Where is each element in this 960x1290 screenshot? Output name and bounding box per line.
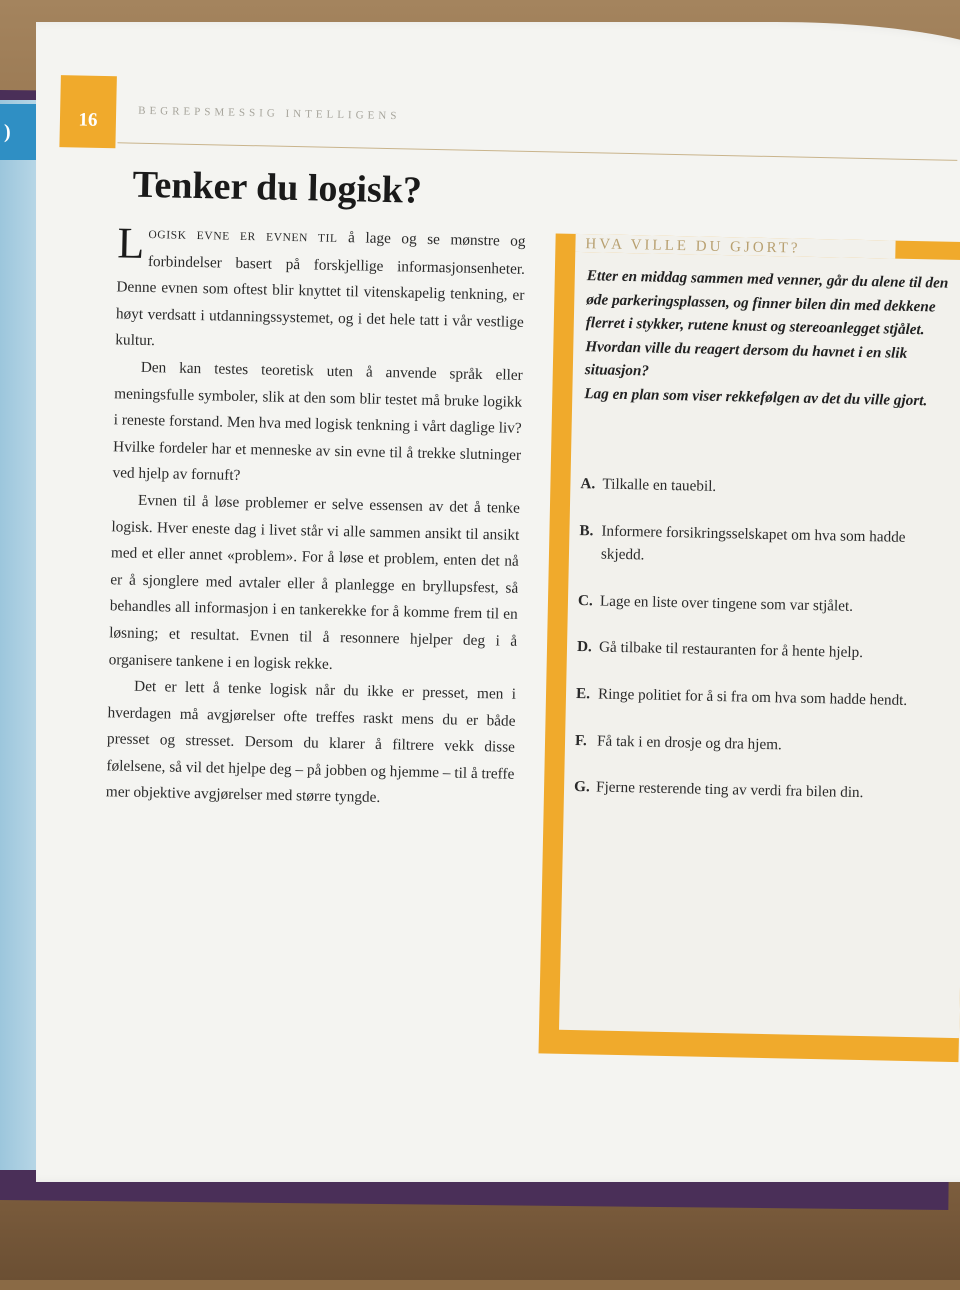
- header-rule: [117, 142, 957, 161]
- option-item: [578, 589, 948, 620]
- lead-paragraph: [115, 220, 526, 362]
- option-text: Få tak i en drosje og dra hjem.: [596, 732, 782, 753]
- option-text: Tilkalle en tauebil.: [602, 475, 717, 495]
- body-paragraph: Den kan testes teoretisk uten å anvende språk eller meningsfulle symboler, slik at den som blir testet må bruke logikk i reneste forstand. Men hva med logisk tenkning i vårt daglige liv? Hvilke fordeler har et menneske av sin evne til å trekke slutninger ved hjelp av fornuft?: [112, 358, 523, 485]
- option-letter: C.: [577, 591, 593, 610]
- drop-cap: L: [116, 218, 145, 268]
- option-letter: F.: [574, 731, 587, 749]
- option-letter: D.: [576, 638, 592, 656]
- option-text: Informere forsikringsselskapet om hva som hadde skjedd.: [600, 522, 906, 564]
- sidebar-scenario: [584, 264, 953, 413]
- sidebar-heading: HVA VILLE DU GJORT?: [575, 234, 895, 259]
- option-item: [576, 682, 946, 713]
- option-letter: G.: [573, 778, 590, 796]
- option-list: [573, 472, 950, 829]
- option-item: [575, 729, 945, 760]
- option-text: Lage en liste over tingene som var stjålet.: [599, 592, 854, 615]
- article-body: [106, 220, 526, 814]
- lead-text: å lage og se mønstre og forbindelser basert på forskjellige informasjonsenheter. Denne evnen som oftest blir knyttet til vitenskapelig tenkning, er høyt verdsatt i utdanningssystemet, og i det hele tatt i vår vestlige kultur.: [115, 228, 526, 350]
- running-head: BEGREPSMESSIG INTELLIGENS: [138, 104, 401, 123]
- option-letter: A.: [580, 475, 596, 493]
- article-title: Tenker du logisk?: [132, 163, 423, 212]
- option-item: [574, 775, 944, 806]
- scenario-instruction: Lag en plan som viser rekkefølgen av det du ville gjort.: [584, 385, 928, 410]
- option-item: [577, 635, 947, 666]
- scenario-text: Etter en middag sammen med venner, går du alene til den øde parkeringsplassen, og finner bilen din med dekkene flerret i stykker, rutene knust og stereoanlegget stjålet. Hvordan ville du reagert dersom du havnet i en slik situasjon?: [584, 267, 949, 380]
- option-text: Ringe politiet for å si fra om hva som hadde hendt.: [597, 685, 908, 709]
- body-paragraph: Det er lett å tenke logisk når du ikke er presset, men i hverdagen må avgjørelser ofte treffes raskt mens du er både presset og stresset. Dersom du klarer å filtrere vekk disse følelsene, så vil det hjelpe deg – på jobben og hjemme – til å treffe mer objektive avgjørelser med større tyngde.: [105, 677, 517, 807]
- option-letter: E.: [575, 685, 591, 703]
- page-number: 16: [78, 109, 98, 131]
- option-letter: B.: [579, 521, 594, 539]
- body-paragraph: Evnen til å løse problemer er selve essensen av det å tenke logisk. Hver eneste dag i livet står vi alle sammen ansikt til ansikt med et eller annet «problem». For å løse et problem, enten det nå er å sjonglere med avtaler eller å planlegge en bryllupsfest, så behandles all informasjon i en tankerekke for å komme frem til en løsning; et resultat. Evnen til å resonnere hjelper deg i å organisere tankene i en logisk rekke.: [108, 491, 521, 673]
- option-text: Fjerne resterende ting av verdi fra bilen din.: [595, 778, 864, 802]
- option-item: [579, 519, 950, 574]
- option-text: Gå tilbake til restauranten for å hente hjelp.: [598, 638, 864, 662]
- previous-page-tab: ): [0, 104, 38, 160]
- lead-smallcaps: OGISK EVNE ER EVNEN TIL: [148, 228, 338, 245]
